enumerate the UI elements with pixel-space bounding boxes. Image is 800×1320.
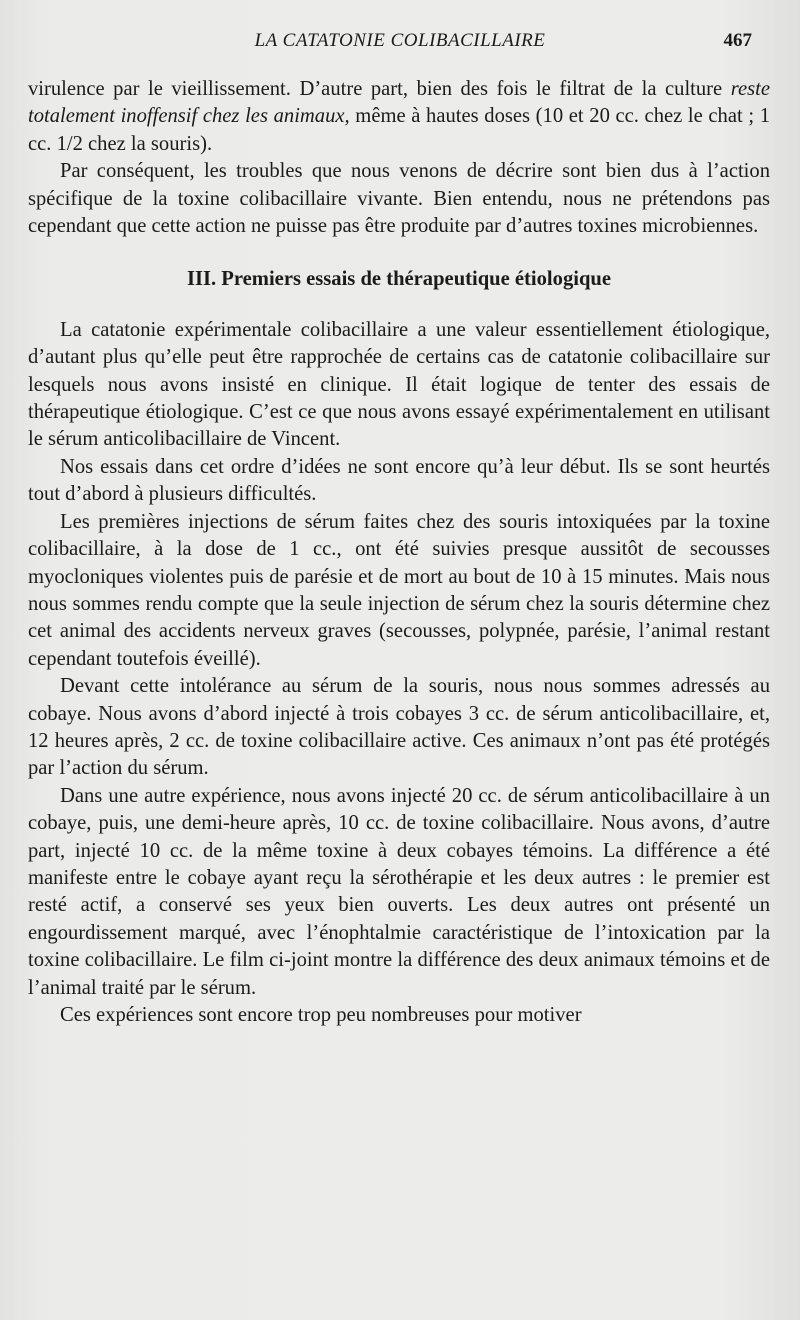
- section-paragraph-3: Les premières injections de sérum faites chez des souris intoxiquées par la toxine colibacillaire, à la dose de 1 cc., ont été suivies presque aussitôt de secousses myocloniques violentes puis de parésie et de mort au bout de 10 à 15 minutes. Mais nous nous sommes rendu compte que la seule injection de sérum chez la souris détermine chez cet animal des accidents nerveux graves (secousses, polypnée, parésie, l’animal restant cependant toutefois éveillé).: [28, 510, 770, 670]
- running-title: LA CATATONIE COLIBACILLAIRE: [254, 30, 546, 51]
- paragraph-1-end: même à hautes doses (10 et 20 cc. chez le chat ; 1 cc. 1/2 chez la souris).: [28, 105, 771, 155]
- section-paragraph-1: La catatonie expérimentale colibacillaire a une valeur essentiellement étiologique, d’autant plus qu’elle peut être rapprochée de certains cas de catatonie colibacillaire sur lesquels nous avons insisté en clinique. Il était logique de tenter des essais de thérapeutique étiologique. C’est ce que nous avons essayé expérimentalement en utilisant le sérum anticolibacillaire de Vincent.: [28, 318, 770, 451]
- page-header: [0, 30, 800, 56]
- paragraph-1-italic: reste totalement inoffensif chez les animaux,: [28, 78, 770, 128]
- paragraph-2: Par conséquent, les troubles que nous venons de décrire sont bien dus à l’action spécifique de la toxine colibacillaire vivante. Bien entendu, nous ne prétendons pas cependant que cette action ne puisse pas être produite par d’autres toxines microbiennes.: [28, 160, 770, 238]
- paragraph-1-start: virulence par le vieillissement. D’autre part, bien des fois le filtrat de la culture: [28, 78, 731, 100]
- section-paragraph-6: Ces expériences sont encore trop peu nombreuses pour motiver: [60, 1004, 582, 1026]
- section-paragraph-5: Dans une autre expérience, nous avons injecté 20 cc. de sérum anticolibacillaire à un cobaye, puis, une demi-heure après, 10 cc. de toxine colibacillaire. Nous avons, d’autre part, injecté 10 cc. de la même toxine à deux cobayes témoins. La différence a été manifeste entre le cobaye ayant reçu la sérothérapie et les deux autres : le premier est resté actif, a conservé ses yeux bien ouverts. Les deux autres ont présenté un engourdissement marqué, avec l’énophtalmie caractéristique de l’intoxication par la toxine colibacillaire. Le film ci-joint montre la différence des deux animaux témoins et de l’animal traité par le sérum.: [28, 784, 770, 999]
- body-text: [28, 76, 770, 1029]
- section-paragraph-4: Devant cette intolérance au sérum de la souris, nous nous sommes adressés au cobaye. Nous avons d’abord injecté à trois cobayes 3 cc. de sérum anticolibacillaire, et, 12 heures après, 2 cc. de toxine colibacillaire active. Ces animaux n’ont pas été protégés par l’action du sérum.: [28, 675, 770, 780]
- section-heading: III. Premiers essais de thérapeutique étiologique: [186, 268, 612, 291]
- page-number: 467: [723, 30, 752, 51]
- paragraph-1: [28, 76, 770, 158]
- section-paragraph-2: Nos essais dans cet ordre d’idées ne sont encore qu’à leur début. Ils se sont heurtés tout d’abord à plusieurs difficultés.: [28, 455, 770, 506]
